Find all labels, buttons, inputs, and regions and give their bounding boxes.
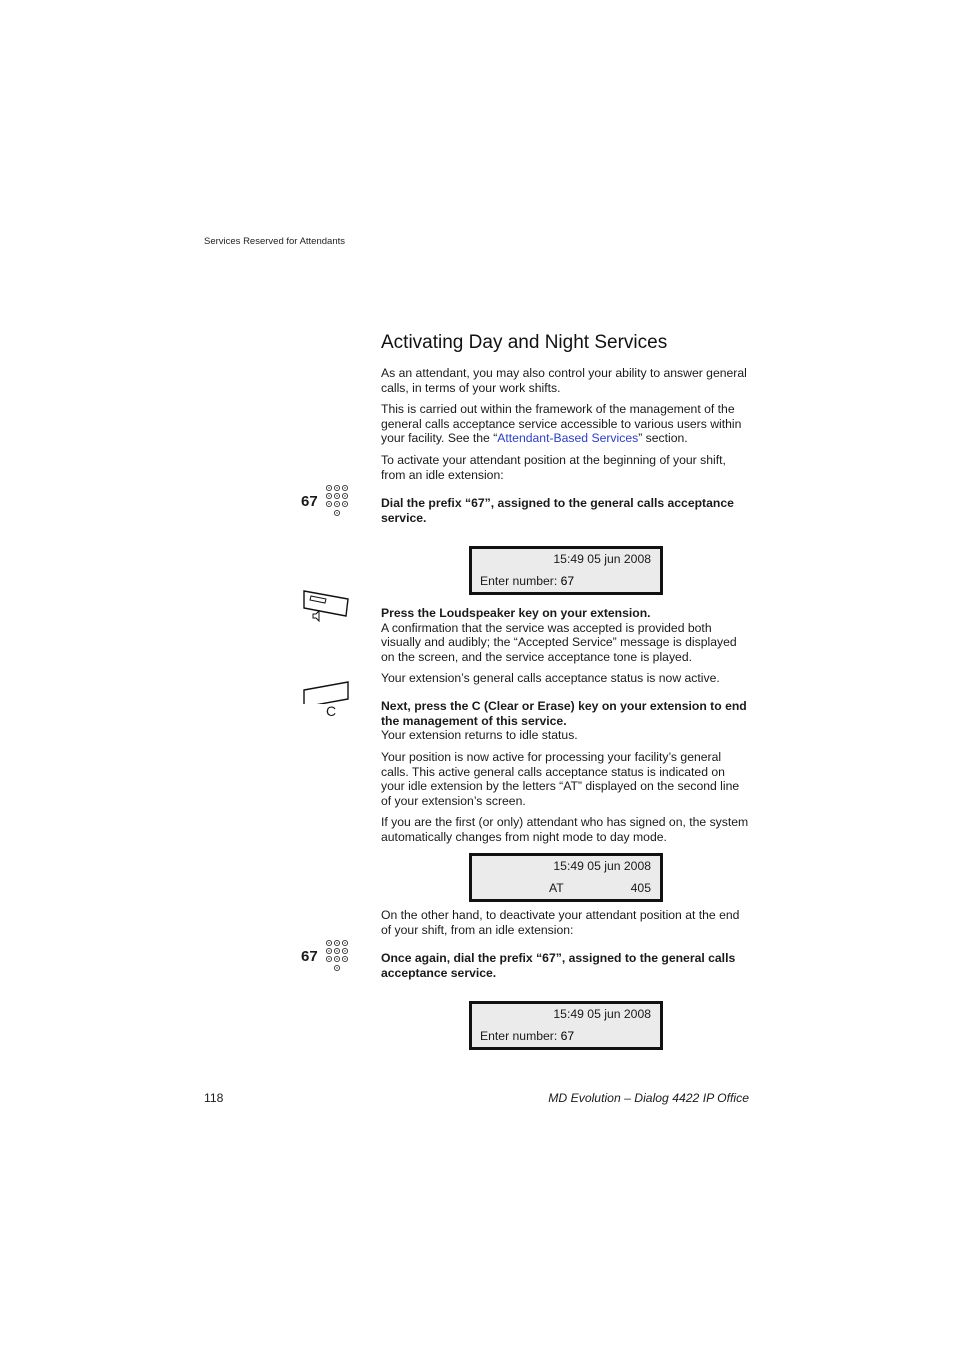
display-entry-label: Enter number: [480,1029,561,1043]
prefix-label: 67 [301,948,318,965]
step-2-text [381,606,751,664]
display-date-time: 15:49 05 jun 2008 [553,859,651,873]
display-date-time: 15:49 05 jun 2008 [553,1007,651,1021]
step-4-instruction: Once again, dial the prefix “67”, assigned to the general calls acceptance service. [381,951,736,980]
keypad-icon [324,484,350,520]
step-3-paragraph-1: Your position is now active for processing your facility’s general calls. This active general calls acceptance status is indicated on your idle extension by the letters “AT” displayed on the second line of your extension’s screen. [381,750,740,808]
intro-paragraph-2-end: ” section. [638,431,688,445]
keypad-icon [324,939,350,975]
display-date-time: 15:49 05 jun 2008 [553,552,651,566]
loudspeaker-key-icon [302,588,352,624]
intro-paragraph-1: As an attendant, you may also control your ability to answer general calls, in terms of your work shifts. [381,366,747,395]
prefix-label: 67 [301,493,318,510]
clear-key-icon [302,680,352,722]
step-3-instruction: Next, press the C (Clear or Erase) key on your extension to end the management of this service. [381,699,747,728]
step-3-text [381,699,751,743]
display-entry-value: 67 [560,574,575,588]
deactivate-paragraph: On the other hand, to deactivate your attendant position at the end of your shift, from an idle extension: [381,908,740,937]
step-1-instruction: Dial the prefix “67”, assigned to the general calls acceptance service. [381,496,734,525]
step-2-detail: A confirmation that the service was accepted is provided both visually and audibly; the “Accepted Service” message is displayed on the screen, and the service acceptance tone is played. [381,620,737,664]
display-entry-line [480,1029,651,1043]
step-2-status: Your extension’s general calls acceptance status is now active. [381,671,720,685]
phone-display-2 [469,853,663,902]
display-entry-value: 67 [560,1029,575,1043]
display-attendant-status: AT [549,881,564,895]
footer-product-name: MD Evolution – Dialog 4422 IP Office [548,1091,749,1105]
step-3-detail: Your extension returns to idle status. [381,728,578,742]
running-head: Services Reserved for Attendants [204,236,345,247]
page-number: 118 [204,1091,224,1105]
step-2-instruction: Press the Loudspeaker key on your extension. [381,606,651,620]
intro-paragraph-3: To activate your attendant position at the beginning of your shift, from an idle extension: [381,453,726,482]
display-entry-line [480,574,651,588]
display-entry-label: Enter number: [480,574,561,588]
display-extension-number: 405 [630,881,651,895]
page-title: Activating Day and Night Services [381,332,668,353]
phone-display-1 [469,546,663,595]
intro-paragraph-2 [381,402,751,446]
phone-display-3 [469,1001,663,1050]
attendant-services-link[interactable]: Attendant-Based Services [497,431,639,445]
clear-key-label: C [326,703,337,719]
step-3-paragraph-2: If you are the first (or only) attendant who has signed on, the system automatically changes from night mode to day mode. [381,815,749,844]
intro-paragraph-2-text: This is carried out within the framework of the management of the general calls acceptance service accessible to various users within your facility. See the “ [381,402,742,445]
